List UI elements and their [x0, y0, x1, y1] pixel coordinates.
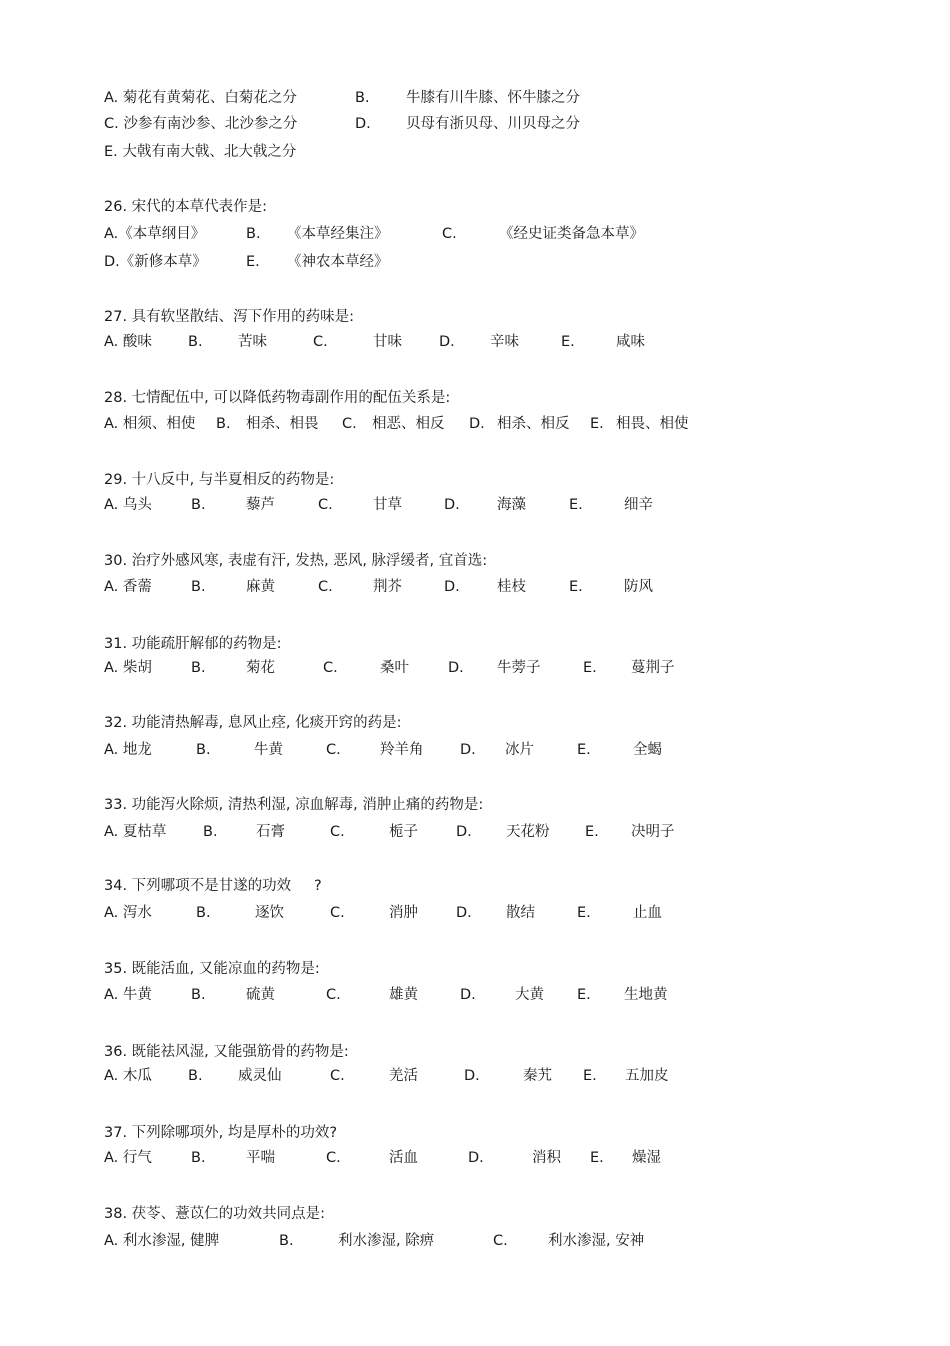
option-d: 贝母有浙贝母、川贝母之分	[406, 116, 580, 132]
question-stem	[0, 712, 950, 734]
option-c-key: C.	[318, 497, 333, 513]
option-e: 相畏、相使	[616, 416, 689, 432]
option-c: 消肿	[389, 905, 418, 921]
option-e-key: E.	[577, 742, 591, 758]
option-b-key: B.	[191, 660, 206, 676]
option-d-key: D.	[448, 660, 464, 676]
option-d: 天花粉	[506, 824, 550, 840]
option-c: 活血	[389, 1150, 418, 1166]
option-d: 消积	[532, 1150, 561, 1166]
option-d-key: D.	[456, 905, 472, 921]
question-stem	[0, 1122, 950, 1144]
option-e-key: E.	[583, 660, 597, 676]
question-34-stem: 34. 下列哪项不是甘遂的功效	[104, 878, 292, 894]
option-row	[0, 251, 950, 273]
option-c: 羌活	[389, 1068, 418, 1084]
option-row	[0, 984, 950, 1006]
option-b-key: B.	[355, 90, 370, 106]
option-b: 逐饮	[255, 905, 284, 921]
option-e: 细辛	[624, 497, 653, 513]
option-a: A. 行气	[104, 1150, 152, 1166]
option-e-key: E.	[246, 254, 260, 270]
option-b-key: B.	[188, 1068, 203, 1084]
option-e: 全蝎	[633, 742, 662, 758]
option-a: A. 酸味	[104, 334, 152, 350]
option-row	[0, 1230, 950, 1252]
option-e-key: E.	[569, 579, 583, 595]
option-row	[0, 141, 950, 163]
option-row	[0, 494, 950, 516]
question-35-stem: 35. 既能活血, 又能凉血的药物是:	[104, 961, 320, 977]
option-d-key: D.	[355, 116, 371, 132]
option-c: 雄黄	[389, 987, 418, 1003]
option-b-key: B.	[203, 824, 218, 840]
option-d: 牛蒡子	[497, 660, 541, 676]
option-d-key: D.	[469, 416, 485, 432]
option-c-key: C.	[326, 1150, 341, 1166]
question-stem	[0, 550, 950, 572]
option-a: A.《本草纲目》	[104, 226, 206, 242]
option-c-key: C.	[493, 1233, 508, 1249]
question-stem	[0, 875, 950, 897]
option-d-key: D.	[439, 334, 455, 350]
question-33-stem: 33. 功能泻火除烦, 清热利湿, 凉血解毒, 消肿止痛的药物是:	[104, 797, 484, 813]
option-e: 《神农本草经》	[287, 254, 389, 270]
option-c: 桑叶	[380, 660, 409, 676]
question-mark: ?	[314, 878, 322, 894]
option-c: 利水渗湿, 安神	[548, 1233, 645, 1249]
option-b-key: B.	[191, 579, 206, 595]
option-b-key: B.	[279, 1233, 294, 1249]
option-b-key: B.	[216, 416, 231, 432]
option-c: 栀子	[389, 824, 418, 840]
option-c-key: C.	[326, 742, 341, 758]
option-e: 燥湿	[632, 1150, 661, 1166]
option-c-key: C.	[326, 987, 341, 1003]
option-row	[0, 576, 950, 598]
option-d-key: D.	[444, 579, 460, 595]
question-stem	[0, 387, 950, 409]
question-37-stem: 37. 下列除哪项外, 均是厚朴的功效?	[104, 1125, 338, 1141]
option-a: A. 牛黄	[104, 987, 152, 1003]
option-c-key: C.	[442, 226, 457, 242]
option-b: 相杀、相畏	[246, 416, 319, 432]
option-e: 蔓荆子	[631, 660, 675, 676]
option-e-key: E.	[561, 334, 575, 350]
option-e: 决明子	[631, 824, 675, 840]
option-row	[0, 821, 950, 843]
option-e-key: E.	[577, 905, 591, 921]
option-b-key: B.	[191, 1150, 206, 1166]
option-e: 五加皮	[625, 1068, 669, 1084]
option-row	[0, 223, 950, 245]
question-stem	[0, 958, 950, 980]
option-b-key: B.	[191, 497, 206, 513]
option-d: 散结	[506, 905, 535, 921]
option-b: 麻黄	[246, 579, 275, 595]
question-31-stem: 31. 功能疏肝解郁的药物是:	[104, 636, 282, 652]
option-row	[0, 902, 950, 924]
option-b-key: B.	[188, 334, 203, 350]
option-c: 甘草	[373, 497, 402, 513]
option-c: 甘味	[373, 334, 402, 350]
option-d-key: D.	[444, 497, 460, 513]
option-d: 海藻	[497, 497, 526, 513]
option-d: 桂枝	[497, 579, 526, 595]
option-b: 牛黄	[254, 742, 283, 758]
option-e-key: E.	[569, 497, 583, 513]
option-d: 秦艽	[523, 1068, 552, 1084]
option-c-key: C.	[330, 905, 345, 921]
option-c-key: C.	[342, 416, 357, 432]
option-b: 藜芦	[246, 497, 275, 513]
option-b: 硫黄	[246, 987, 275, 1003]
option-c-key: C.	[318, 579, 333, 595]
option-c: 羚羊角	[380, 742, 424, 758]
option-a: A. 柴胡	[104, 660, 152, 676]
option-e: 生地黄	[624, 987, 668, 1003]
option-b: 石膏	[256, 824, 285, 840]
option-c-key: C.	[323, 660, 338, 676]
option-d-key: D.	[460, 742, 476, 758]
question-stem	[0, 633, 950, 655]
option-e: 咸味	[616, 334, 645, 350]
option-d: 相杀、相反	[497, 416, 570, 432]
option-d: D.《新修本草》	[104, 254, 207, 270]
option-b: 威灵仙	[238, 1068, 282, 1084]
option-c: 荆芥	[373, 579, 402, 595]
option-b: 苦味	[238, 334, 267, 350]
option-a: A. 菊花有黄菊花、白菊花之分	[104, 90, 297, 106]
option-b-key: B.	[196, 742, 211, 758]
option-c: 《经史证类备急本草》	[499, 226, 644, 242]
option-row	[0, 657, 950, 679]
option-b-key: B.	[196, 905, 211, 921]
question-26-stem: 26. 宋代的本草代表作是:	[104, 199, 268, 215]
question-30-stem: 30. 治疗外感风寒, 表虚有汗, 发热, 恶风, 脉浮缓者, 宜首选:	[104, 553, 488, 569]
option-d-key: D.	[456, 824, 472, 840]
option-c: C. 沙参有南沙参、北沙参之分	[104, 116, 298, 132]
option-a: A. 地龙	[104, 742, 152, 758]
option-b-key: B.	[246, 226, 261, 242]
question-36-stem: 36. 既能祛风湿, 又能强筋骨的药物是:	[104, 1044, 349, 1060]
option-d: 大黄	[515, 987, 544, 1003]
option-b: 菊花	[246, 660, 275, 676]
option-a: A. 香薷	[104, 579, 152, 595]
option-a: A. 泻水	[104, 905, 152, 921]
option-row	[0, 1065, 950, 1087]
option-a: A. 相须、相使	[104, 416, 196, 432]
option-a: A. 木瓜	[104, 1068, 152, 1084]
option-e-key: E.	[577, 987, 591, 1003]
question-32-stem: 32. 功能清热解毒, 息风止痉, 化痰开窍的药是:	[104, 715, 402, 731]
option-e: E. 大戟有南大戟、北大戟之分	[104, 144, 297, 160]
option-e-key: E.	[585, 824, 599, 840]
question-27-stem: 27. 具有软坚散结、泻下作用的药味是:	[104, 309, 355, 325]
option-d: 辛味	[490, 334, 519, 350]
option-b: 《本草经集注》	[287, 226, 389, 242]
option-c-key: C.	[330, 1068, 345, 1084]
option-d: 冰片	[505, 742, 534, 758]
option-row	[0, 413, 950, 435]
option-a: A. 夏枯草	[104, 824, 167, 840]
question-stem	[0, 306, 950, 328]
option-row	[0, 87, 950, 109]
option-row	[0, 331, 950, 353]
option-e-key: E.	[590, 1150, 604, 1166]
option-d-key: D.	[460, 987, 476, 1003]
option-e: 防风	[624, 579, 653, 595]
option-a: A. 利水渗湿, 健脾	[104, 1233, 220, 1249]
question-stem	[0, 469, 950, 491]
option-b: 平喘	[246, 1150, 275, 1166]
option-c-key: C.	[330, 824, 345, 840]
question-28-stem: 28. 七情配伍中, 可以降低药物毒副作用的配伍关系是:	[104, 390, 451, 406]
option-a: A. 乌头	[104, 497, 152, 513]
question-38-stem: 38. 茯苓、薏苡仁的功效共同点是:	[104, 1206, 326, 1222]
option-b: 牛膝有川牛膝、怀牛膝之分	[406, 90, 580, 106]
option-row	[0, 113, 950, 135]
option-d-key: D.	[468, 1150, 484, 1166]
option-e: 止血	[633, 905, 662, 921]
question-29-stem: 29. 十八反中, 与半夏相反的药物是:	[104, 472, 335, 488]
option-e-key: E.	[590, 416, 604, 432]
question-stem	[0, 794, 950, 816]
option-c: 相恶、相反	[372, 416, 445, 432]
question-stem	[0, 196, 950, 218]
question-stem	[0, 1203, 950, 1225]
option-d-key: D.	[464, 1068, 480, 1084]
option-row	[0, 1147, 950, 1169]
option-b: 利水渗湿, 除痹	[338, 1233, 435, 1249]
option-e-key: E.	[583, 1068, 597, 1084]
option-row	[0, 739, 950, 761]
question-stem	[0, 1041, 950, 1063]
option-b-key: B.	[191, 987, 206, 1003]
option-c-key: C.	[313, 334, 328, 350]
